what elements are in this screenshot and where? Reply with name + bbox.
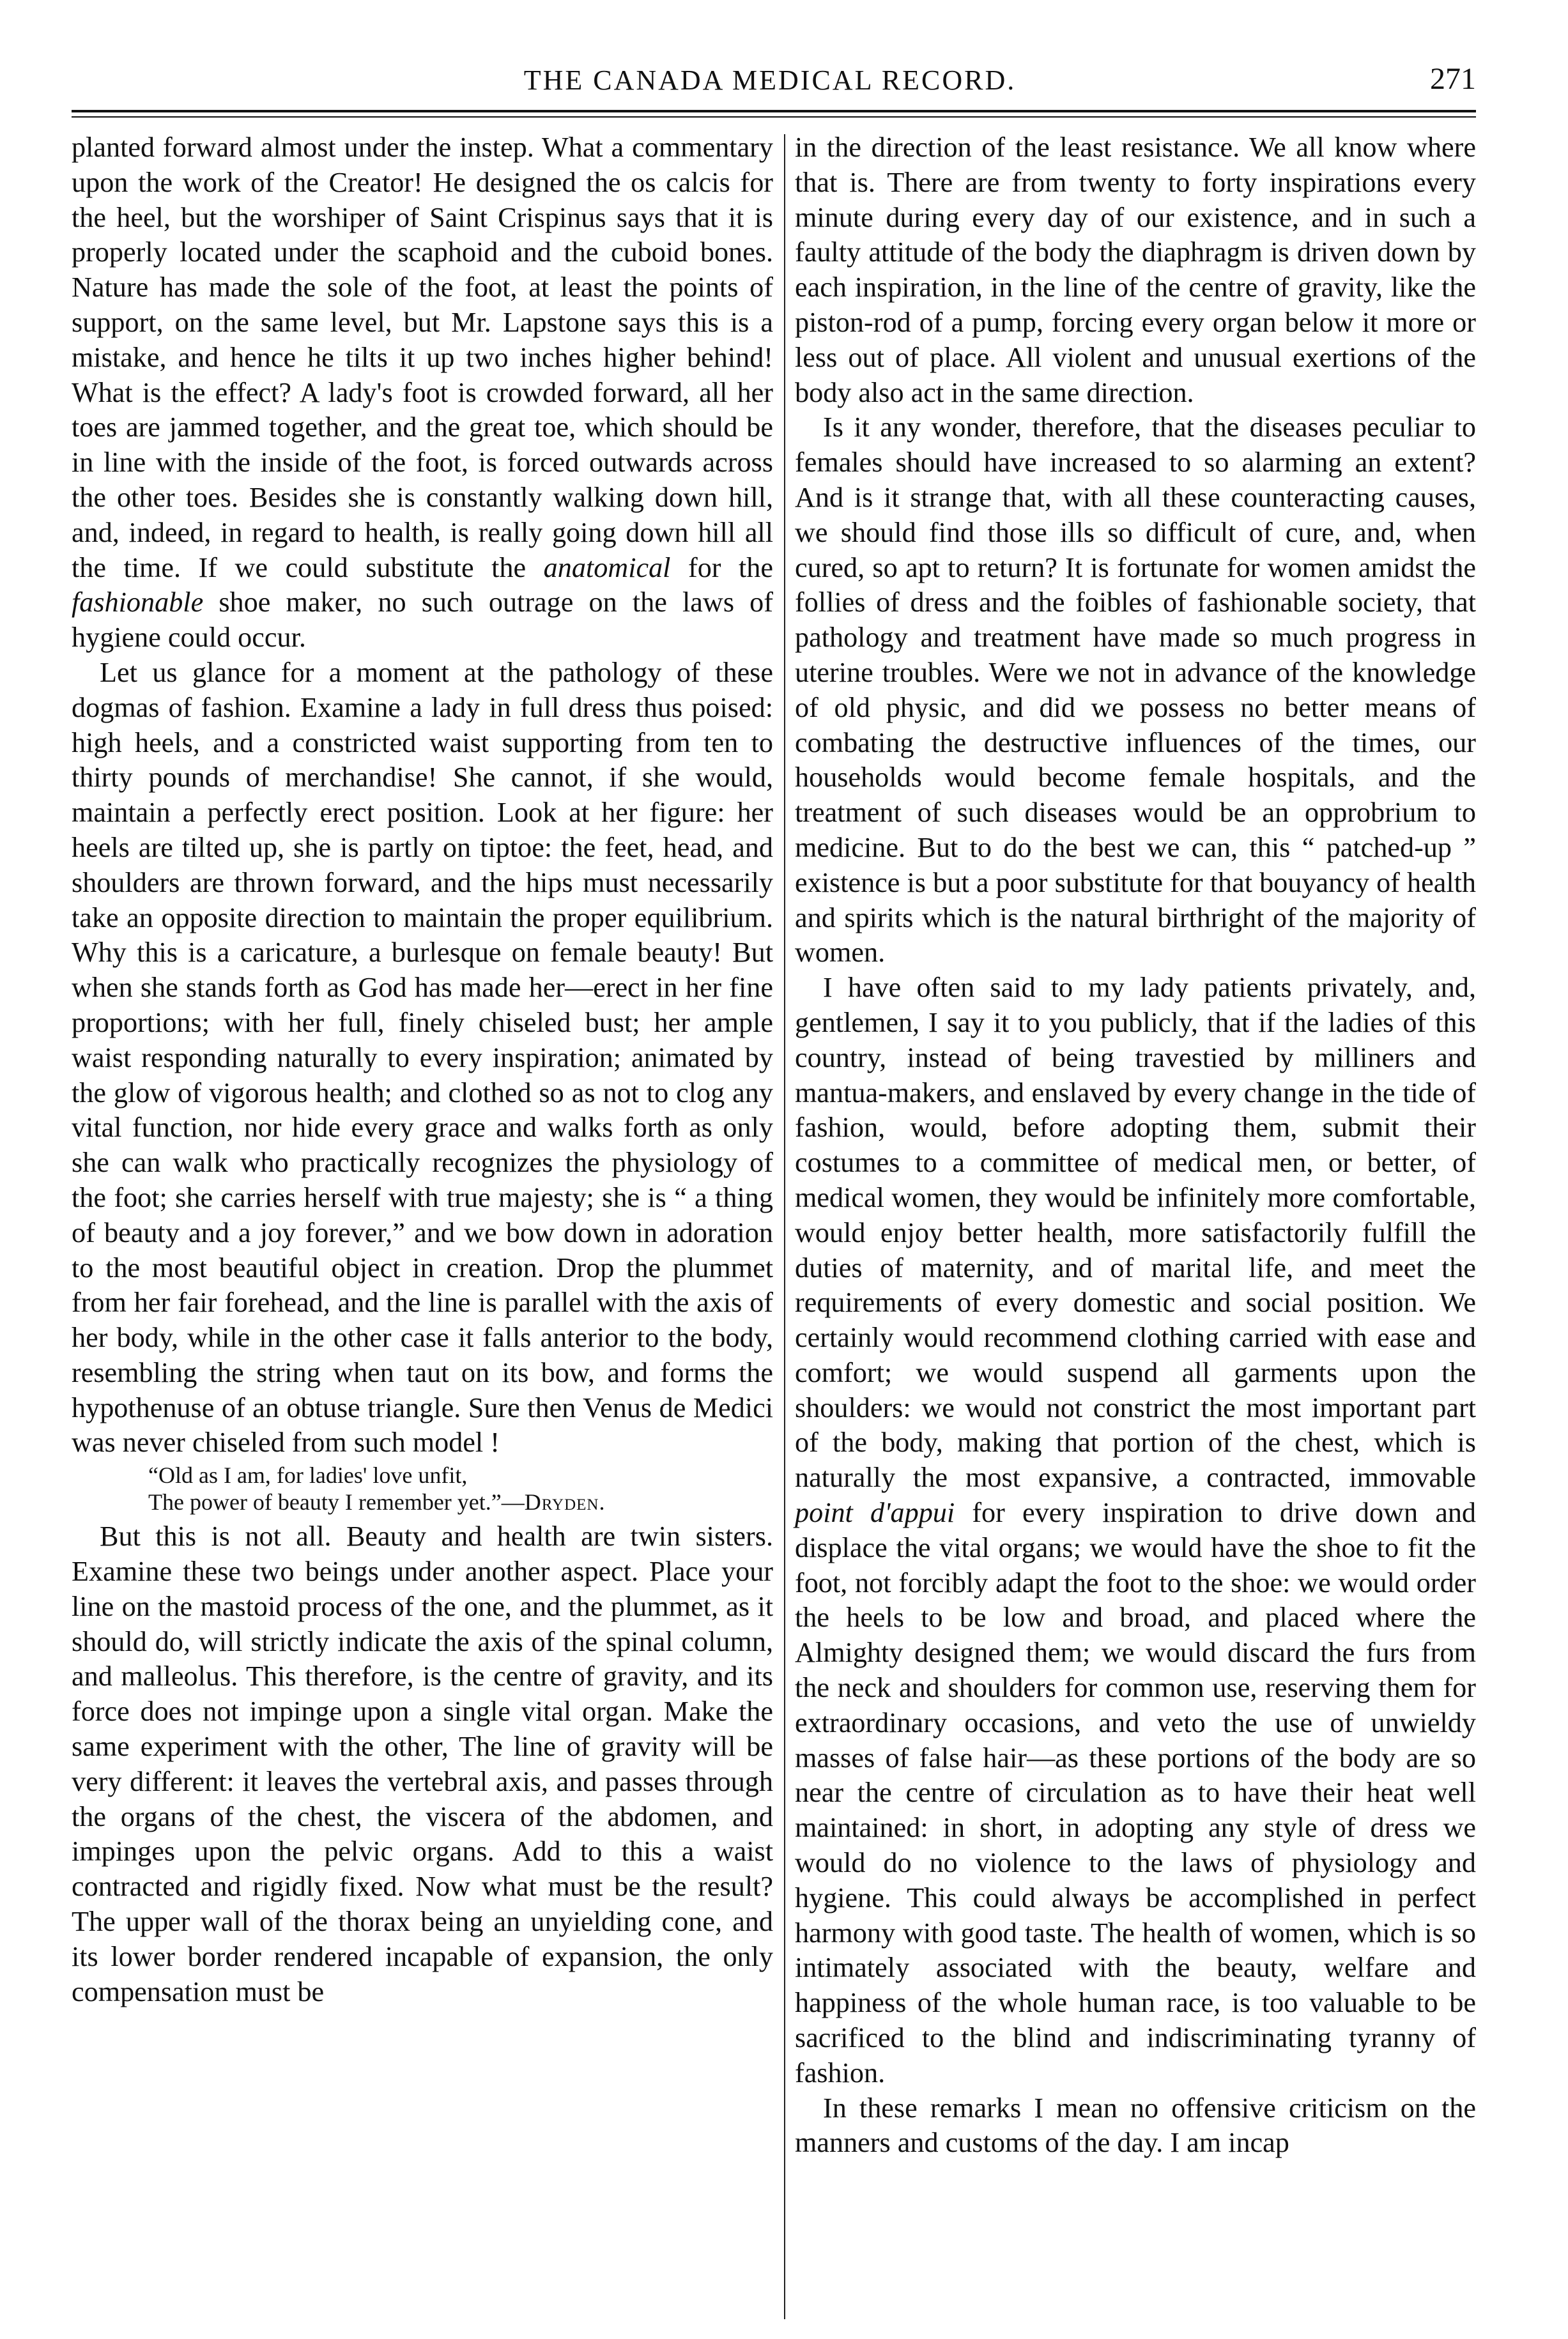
journal-title: THE CANADA MEDICAL RECORD. bbox=[523, 65, 1017, 96]
running-header bbox=[64, 59, 1476, 104]
emphasis-point-dappui: point d'appui bbox=[795, 1497, 955, 1529]
column-divider bbox=[784, 134, 785, 2319]
paragraph: planted forward almost under the instep. What a commentary upon the work of the Creator! He designed the os calcis for the heel, but the worshiper of Saint Crispinus says that it is properly located under the scaphoid and the cuboid bones. Nature has made the sole of the foot, at least the points of support, on the same level, but Mr. Lapstone says this is a mistake, and hence he tilts it up two inches higher behind! What is the effect? A lady's foot is crowded forward, all her toes are jammed together, and the great toe, which should be in line with the inside of the foot, is forced outwards across the other toes. Besides she is constantly walking down hill, and, indeed, in regard to health, is really going down hill all the time. If we could substitute the anatomical for the fashionable shoe maker, no such outrage on the laws of hygiene could occur. bbox=[72, 132, 773, 654]
right-column bbox=[795, 130, 1476, 2161]
verse-quotation bbox=[148, 1462, 773, 1515]
header-rule-thick bbox=[72, 110, 1476, 112]
paragraph: I have often said to my lady patients privately, and, gentlemen, I say it to you publicly, that if the ladies of this country, instead of being travestied by milliners and mantua-makers, and enslaved by every change in the tide of fashion, would, before adopting them, submit their costumes to a committee of medical men, or better, of medical women, they would be infinitely more comfortable, would enjoy better health, more satisfactorily fulfill the duties of maternity, and of marital life, and meet the requirements of every domestic and social position. We certainly would recommend clothing carried with ease and comfort; we would suspend all garments upon the shoulders: we would not constrict the most important part of the body, making that portion of the chest, which is naturally the most expansive, a contracted, immovable point d'appui for every inspiration to drive down and displace the vital organs; we would have the shoe to fit the foot, not forcibly adapt the foot to the shoe: we would order the heels to be low and broad, and placed where the Almighty designed them; we would discard the furs from the neck and shoulders for common use, reserving them for extraordinary occasions, and veto the use of unwieldy masses of false hair—as these portions of the body are so near the centre of circulation as to have their heat well maintained: in short, in adopting any style of dress we would do no violence to the laws of physiology and hygiene. This could always be accomplished in perfect harmony with good taste. The health of women, which is so intimately associated with the beauty, welfare and happiness of the whole human race, is too valuable to be sacrificed to the blind and indiscriminating tyranny of fashion. bbox=[795, 972, 1477, 2089]
quote-line: The power of beauty I remember yet.”—Dryden. bbox=[148, 1489, 606, 1515]
emphasis-fashionable: fashionable bbox=[72, 587, 204, 618]
quote-attribution: Dryden. bbox=[524, 1489, 606, 1515]
paragraph: In these remarks I mean no offensive criticism on the manners and customs of the day. I am incap bbox=[795, 2092, 1476, 2159]
paragraph: But this is not all. Beauty and health are twin sisters. Examine these two beings under another aspect. Place your line on the mastoid process of the one, and the plummet, as it should do, will strictly indicate the axis of the spinal column, and malleolus. This therefore, is the centre of gravity, and its force does not impinge upon a single vital organ. Make the same experiment with the other, The line of gravity will be very different: it leaves the vertebral axis, and passes through the organs of the chest, the viscera of the abdomen, and impinges upon the pelvic organs. Add to this a waist contracted and rigidly fixed. Now what must be the result? The upper wall of the thorax being an unyielding cone, and its lower border rendered incapable of expansion, the only compensation must be bbox=[72, 1521, 773, 2007]
page-number: 271 bbox=[1430, 62, 1476, 96]
paragraph: Is it any wonder, therefore, that the diseases peculiar to females should have increased to so alarming an extent? And is it strange that, with all these counteracting causes, we should find those ills so difficult of cure, and, when cured, so apt to return? It is fortunate for women amidst the follies of dress and the foibles of fashionable society, that pathology and treatment have made so much progress in uterine troubles. Were we not in advance of the knowledge of old physic, and did we possess no better means of combating the destructive influences of the times, our households would become female hospitals, and the treatment of such diseases would be an opprobrium to medicine. But to do the best we can, this “ patched-up ” existence is but a poor substitute for that bouyancy of health and spirits which is the natural birthright of the majority of women. bbox=[795, 411, 1476, 969]
left-column bbox=[72, 130, 773, 2009]
emphasis-anatomical: anatomical bbox=[543, 551, 671, 583]
header-rule-thin bbox=[72, 116, 1476, 118]
paragraph: Let us glance for a moment at the pathology of these dogmas of fashion. Examine a lady in full dress thus poised: high heels, and a constricted waist supporting from ten to thirty pounds of merchandise! She cannot, if she would, maintain a perfectly erect position. Look at her figure: her heels are tilted up, she is partly on tiptoe: the feet, head, and shoulders are thrown forward, and the hips must necessarily take an opposite direction to maintain the proper equilibrium. Why this is a caricature, a burlesque on female beauty! But when she stands forth as God has made her—erect in her fine proportions; with her full, finely chiseled bust; her ample waist responding naturally to every inspiration; animated by the glow of vigorous health; and clothed so as not to clog any vital function, nor hide every grace and walks forth as only she can walk who practically recognizes the physiology of the foot; she carries herself with true majesty; she is “ a thing of beauty and a joy forever,” and we bow down in adoration to the most beautiful object in creation. Drop the plummet from her fair forehead, and the line is parallel with the axis of her body, while in the other case it falls anterior to the body, resembling the string when taut on its bow, and forms the hypothenuse of an obtuse triangle. Sure then Venus de Medici was never chiseled from such model ! bbox=[72, 656, 773, 1459]
quote-line: “Old as I am, for ladies' love unfit, bbox=[148, 1462, 468, 1489]
paragraph: in the direction of the least resistance. We all know where that is. There are from twenty to forty inspirations every minute during every day of our existence, and in such a faulty attitude of the body the diaphragm is driven down by each inspiration, in the line of the centre of gravity, like the piston-rod of a pump, forcing every organ below it more or less out of place. All violent and unusual exertions of the body also act in the same direction. bbox=[795, 132, 1476, 408]
